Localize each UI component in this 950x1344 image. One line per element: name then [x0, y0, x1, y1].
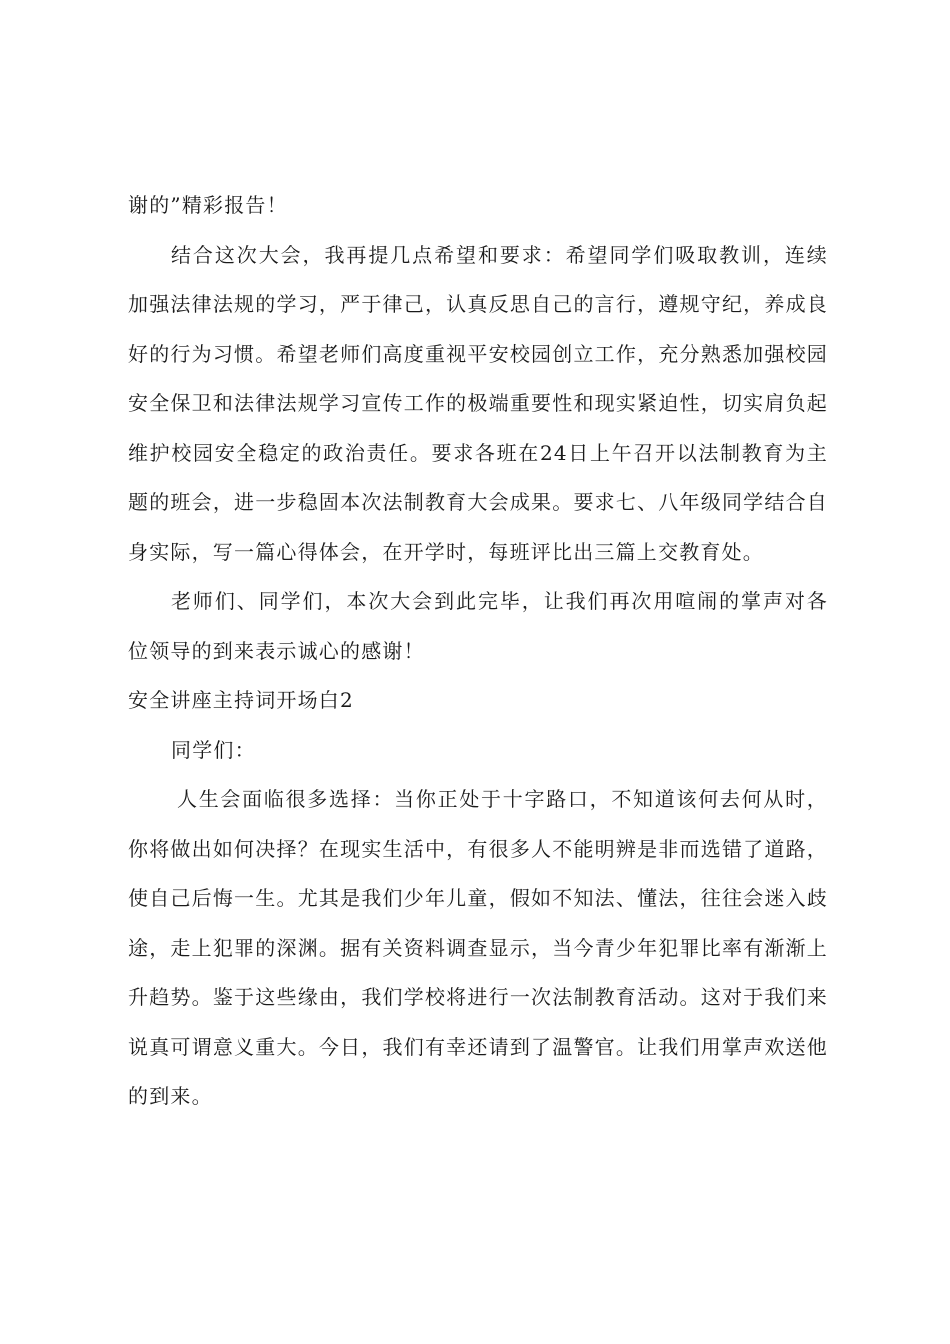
paragraph-continuation: 谢的”精彩报告！ [128, 193, 288, 217]
paragraph-closing: 老师们、同学们，本次大会到此完毕，让我们再次用喧闹的掌声对各位领导的到来表示诚心的感谢！ [128, 589, 828, 663]
paragraph-opening-speech: 人生会面临很多选择：当你正处于十字路口，不知道该何去何从时，你将做出如何决择？在现实生活中，有很多人不能明辨是非而选错了道路，使自己后悔一生。尤其是我们少年儿童，假如不知法、懂法，往往会迷入歧途，走上犯罪的深渊。据有关资料调查显示，当今青少年犯罪比率有渐渐上升趋势。鉴于这些缘由，我们学校将进行一次法制教育活动。这对于我们来说真可谓意义重大。今日，我们有幸还请到了温警官。让我们用掌声欢送他的到来。 [128, 787, 828, 1108]
document-body [128, 181, 828, 1122]
section-heading: 安全讲座主持词开场白2 [128, 688, 354, 712]
paragraph-greeting: 同学们： [171, 737, 256, 762]
paragraph-requirements: 结合这次大会，我再提几点希望和要求：希望同学们吸取教训，连续加强法律法规的学习，严于律己，认真反思自己的言行，遵规守纪，养成良好的行为习惯。希望老师们高度重视平安校园创立工作，充分熟悉加强校园安全保卫和法律法规学习宣传工作的极端重要性和现实紧迫性，切实肩负起维护校园安全稳定的政治责任。要求各班在24日上午召开以法制教育为主题的班会，进一步稳固本次法制教育大会成果。要求七、八年级同学结合自身实际，写一篇心得体会，在开学时，每班评比出三篇上交教育处。 [128, 242, 828, 564]
